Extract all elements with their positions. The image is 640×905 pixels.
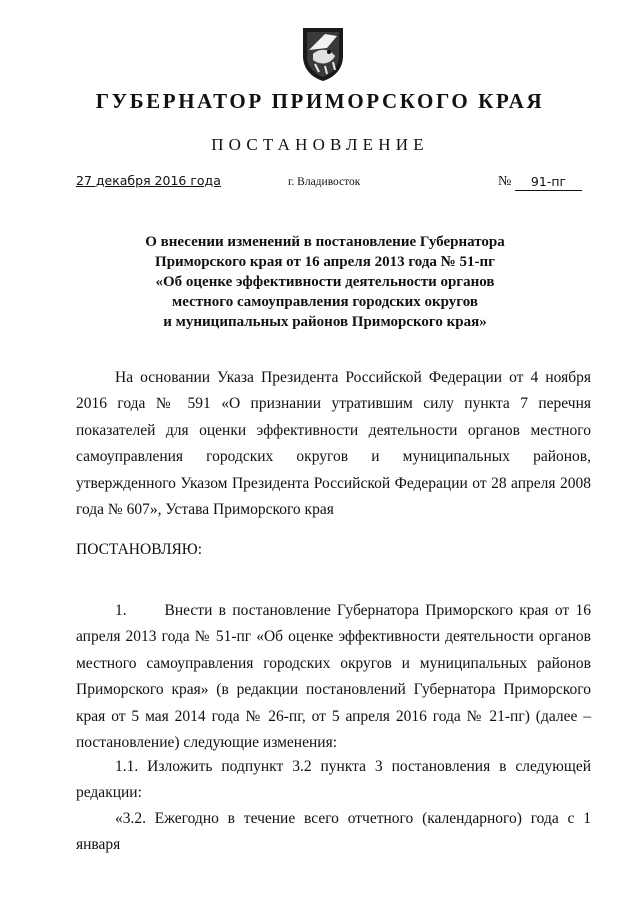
document-date: 27 декабря 2016 года bbox=[76, 173, 221, 188]
item-1-1-text: «3.2. Ежегодно в течение всего отчетного (календарного) года с 1 января bbox=[76, 810, 591, 854]
decree-word: ПОСТАНОВЛЯЮ: bbox=[76, 541, 203, 558]
title-line: и муниципальных районов Приморского края» bbox=[163, 314, 487, 330]
document-type: ПОСТАНОВЛЕНИЕ bbox=[211, 135, 429, 154]
coat-of-arms-icon bbox=[299, 26, 347, 82]
document-number: 91-пг bbox=[515, 174, 582, 191]
document-title bbox=[140, 232, 510, 332]
authority-heading: ГУБЕРНАТОР ПРИМОРСКОГО КРАЯ bbox=[95, 89, 545, 113]
document-number-label: № bbox=[498, 174, 512, 189]
item-1-paragraph: 1. Внести в постановление Губернатора Приморского края от 16 апреля 2013 года № 51-пг «Об оценке эффективности деятельности органов местного самоуправления городских округов и муниципальных районов Приморского края» (в редакции постановлений Губернатора Приморского края от 5 мая 2014 года № 26-пг, от 5 апреля 2016 года № 21-пг) (далее – постановление) следующие изменения: bbox=[76, 602, 595, 752]
title-line: местного самоуправления городских округов bbox=[172, 294, 478, 310]
document-city: г. Владивосток bbox=[288, 176, 361, 188]
item-1-1-paragraph: 1.1. Изложить подпункт 3.2 пункта 3 постановления в следующей редакции: bbox=[76, 758, 591, 802]
title-line: Приморского края от 16 апреля 2013 года № 51-пг bbox=[155, 254, 495, 270]
preamble-paragraph: На основании Указа Президента Российской Федерации от 4 ноября 2016 года № 591 «О признании утратившим силу пункта 7 перечня показателей для оценки эффективности деятельности органов местного самоуправления городских округов и муниципальных районов, утвержденного Указом Президента Российской Федерации от 28 апреля 2008 года № 607», Устава Приморского края bbox=[76, 369, 591, 519]
title-line: О внесении изменений в постановление Губернатора bbox=[145, 234, 505, 250]
title-line: «Об оценке эффективности деятельности органов bbox=[155, 274, 495, 290]
